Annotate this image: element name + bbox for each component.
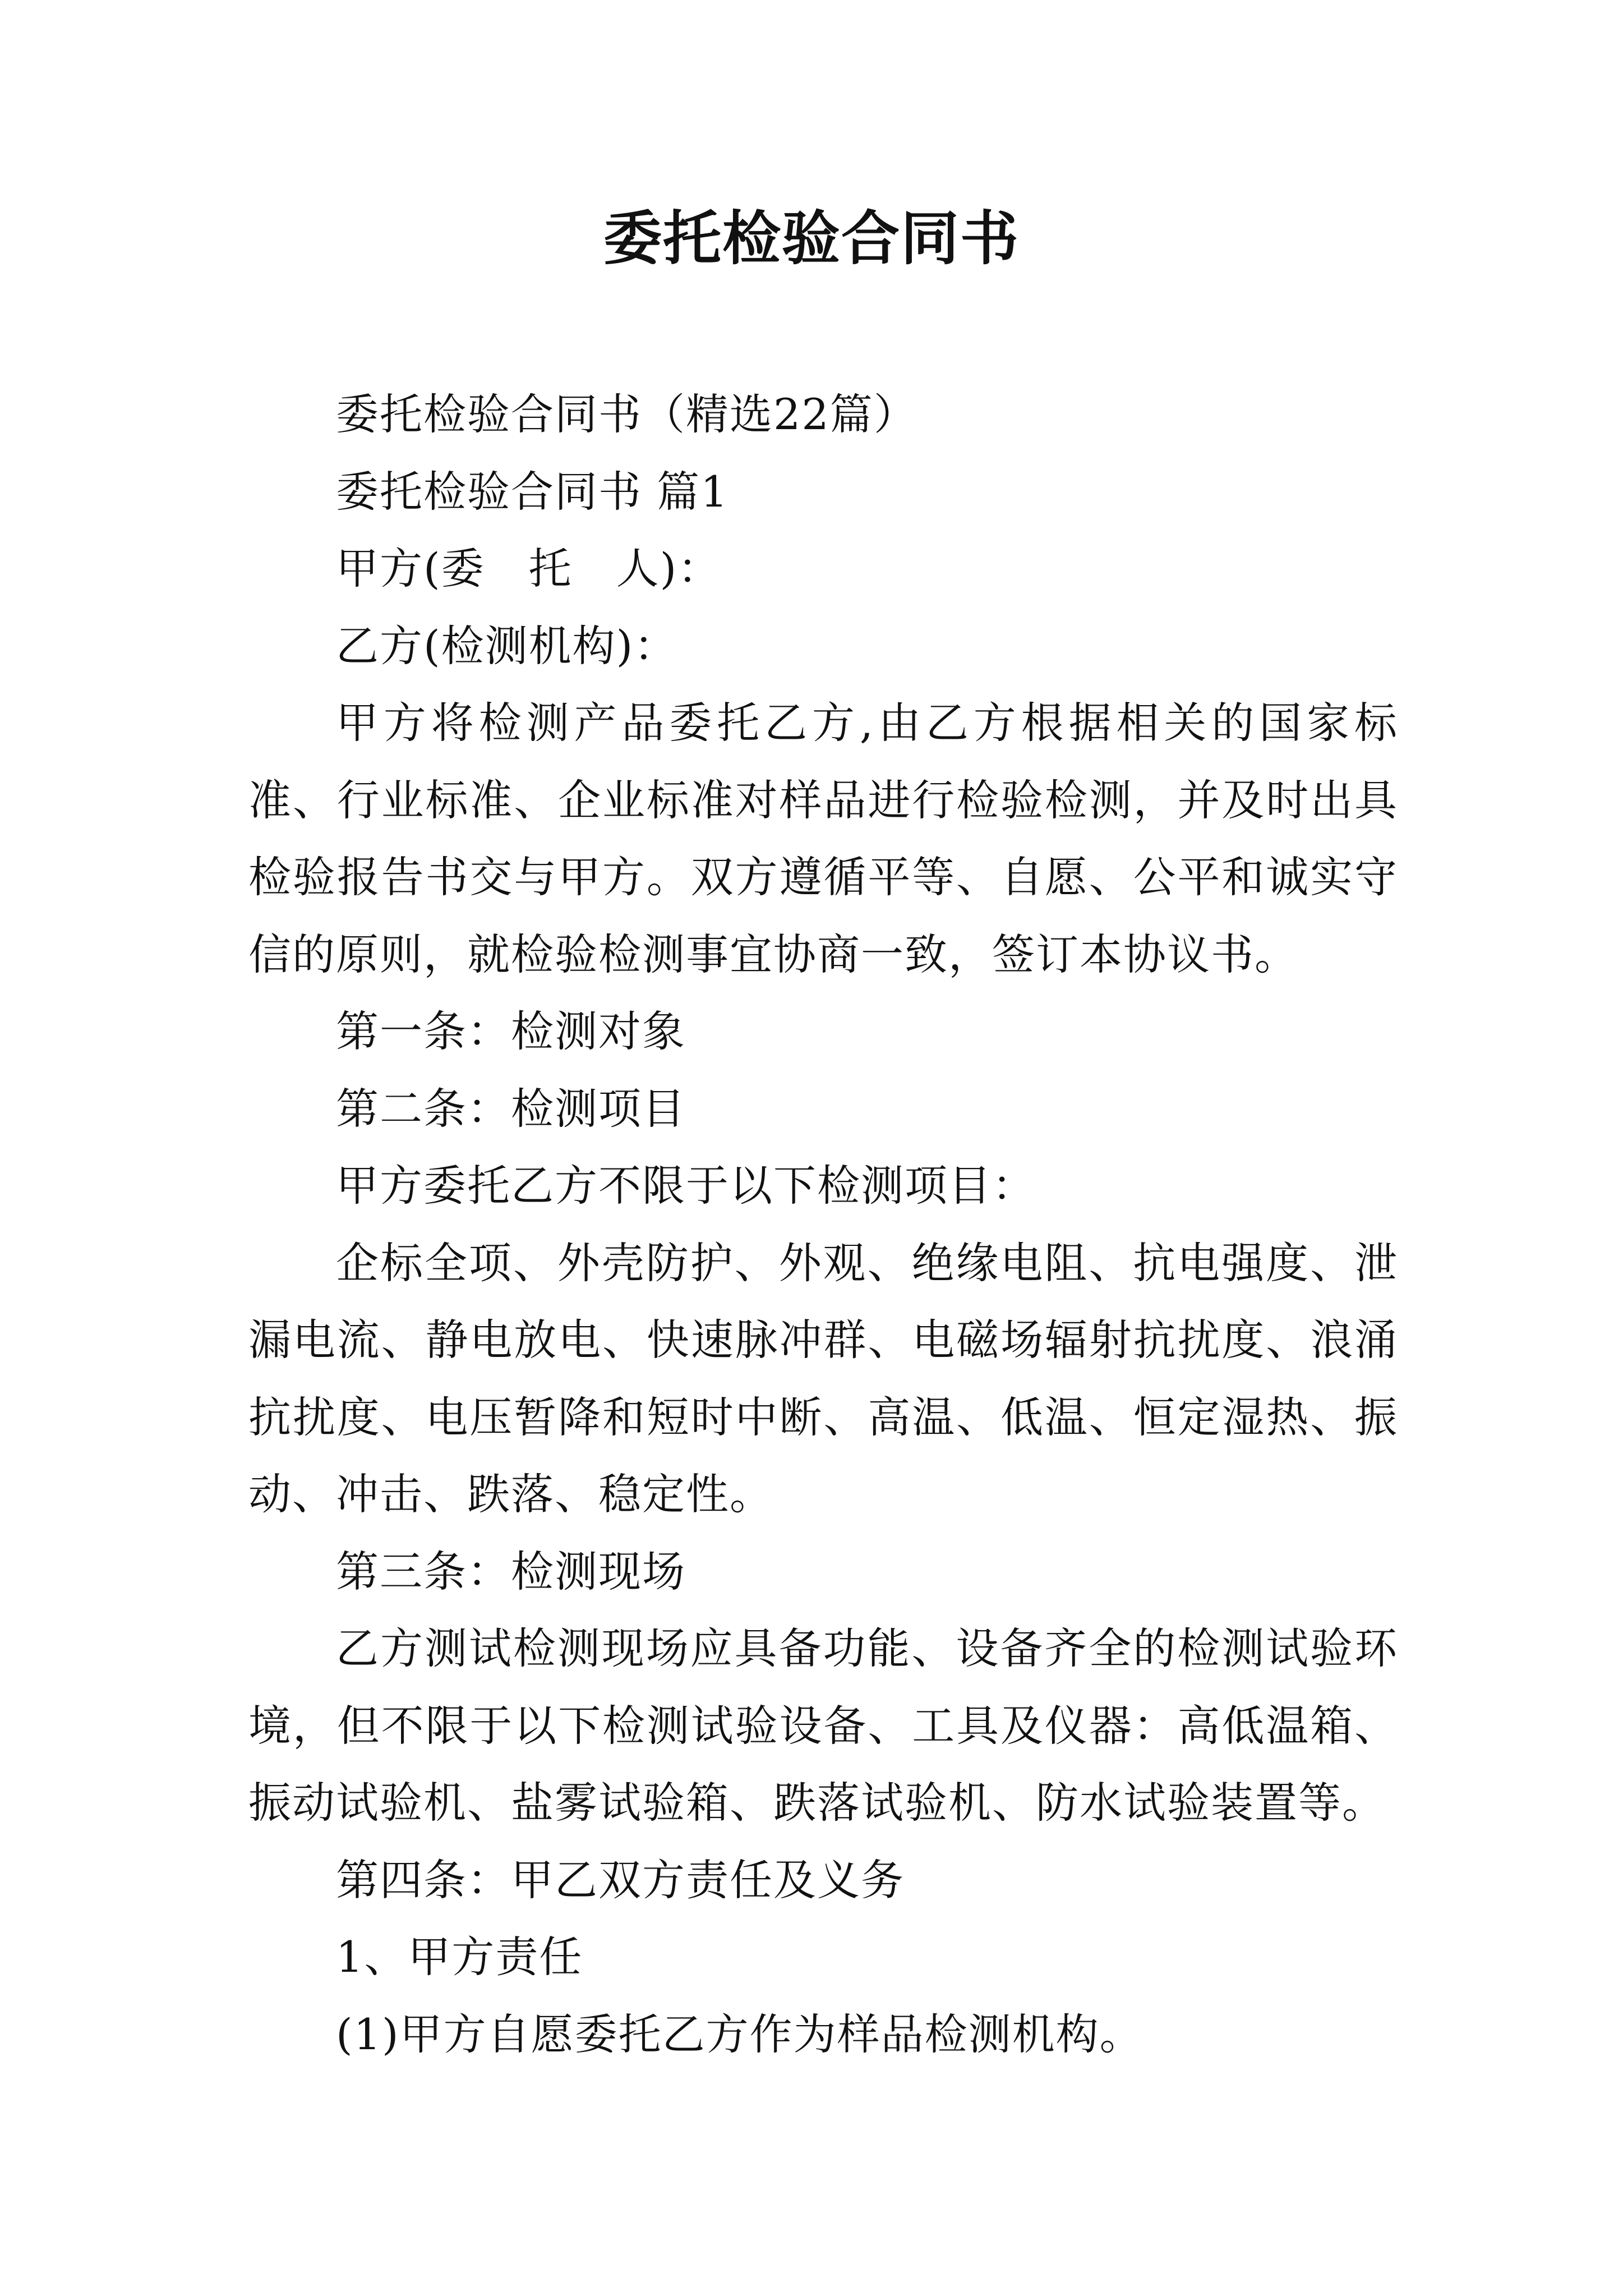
article-2-intro: 甲方委托乙方不限于以下检测项目： xyxy=(336,1161,1036,1211)
section-heading: 委托检验合同书 篇1 xyxy=(336,466,729,517)
party-a-duty-item-1: (1)甲方自愿委托乙方作为样品检测机构。 xyxy=(336,2009,1144,2059)
article-2-heading: 第二条：检测项目 xyxy=(336,1083,686,1134)
article-4-heading: 第四条：甲乙双方责任及义务 xyxy=(336,1855,905,1905)
party-b-line: 乙方(检测机构)： xyxy=(336,620,678,671)
article-3-heading: 第三条：检测现场 xyxy=(336,1546,686,1596)
test-site-paragraph: 乙方测试检测现场应具备功能、设备齐全的检测试验环境，但不限于以下检测试验设备、工具及仪器：高低温箱、振动试验机、盐雾试验箱、跌落试验机、防水试验装置等。 xyxy=(248,1623,1398,1828)
party-a-line: 甲方(委 托 人)： xyxy=(336,544,722,593)
page-title: 委托检验合同书 xyxy=(603,204,1020,273)
test-items-paragraph: 企标全项、外壳防护、外观、绝缘电阻、抗电强度、泄漏电流、静电放电、快速脉冲群、电磁场辐射抗扰度、浪涌抗扰度、电压暂降和短时中断、高温、低温、恒定湿热、振动、冲击、跌落、稳定性。 xyxy=(248,1237,1398,1519)
article-1-heading: 第一条：检测对象 xyxy=(336,1006,686,1056)
intro-paragraph: 甲方将检测产品委托乙方,由乙方根据相关的国家标准、行业标准、企业标准对样品进行检验检测，并及时出具检验报告书交与甲方。双方遵循平等、自愿、公平和诚实守信的原则，就检验检测事宜协商一致，签订本协议书。 xyxy=(248,698,1398,979)
subtitle-line: 委托检验合同书（精选22篇） xyxy=(336,389,917,439)
party-a-duty-heading: 1、甲方责任 xyxy=(336,1932,583,1982)
document-body xyxy=(248,376,1398,2073)
